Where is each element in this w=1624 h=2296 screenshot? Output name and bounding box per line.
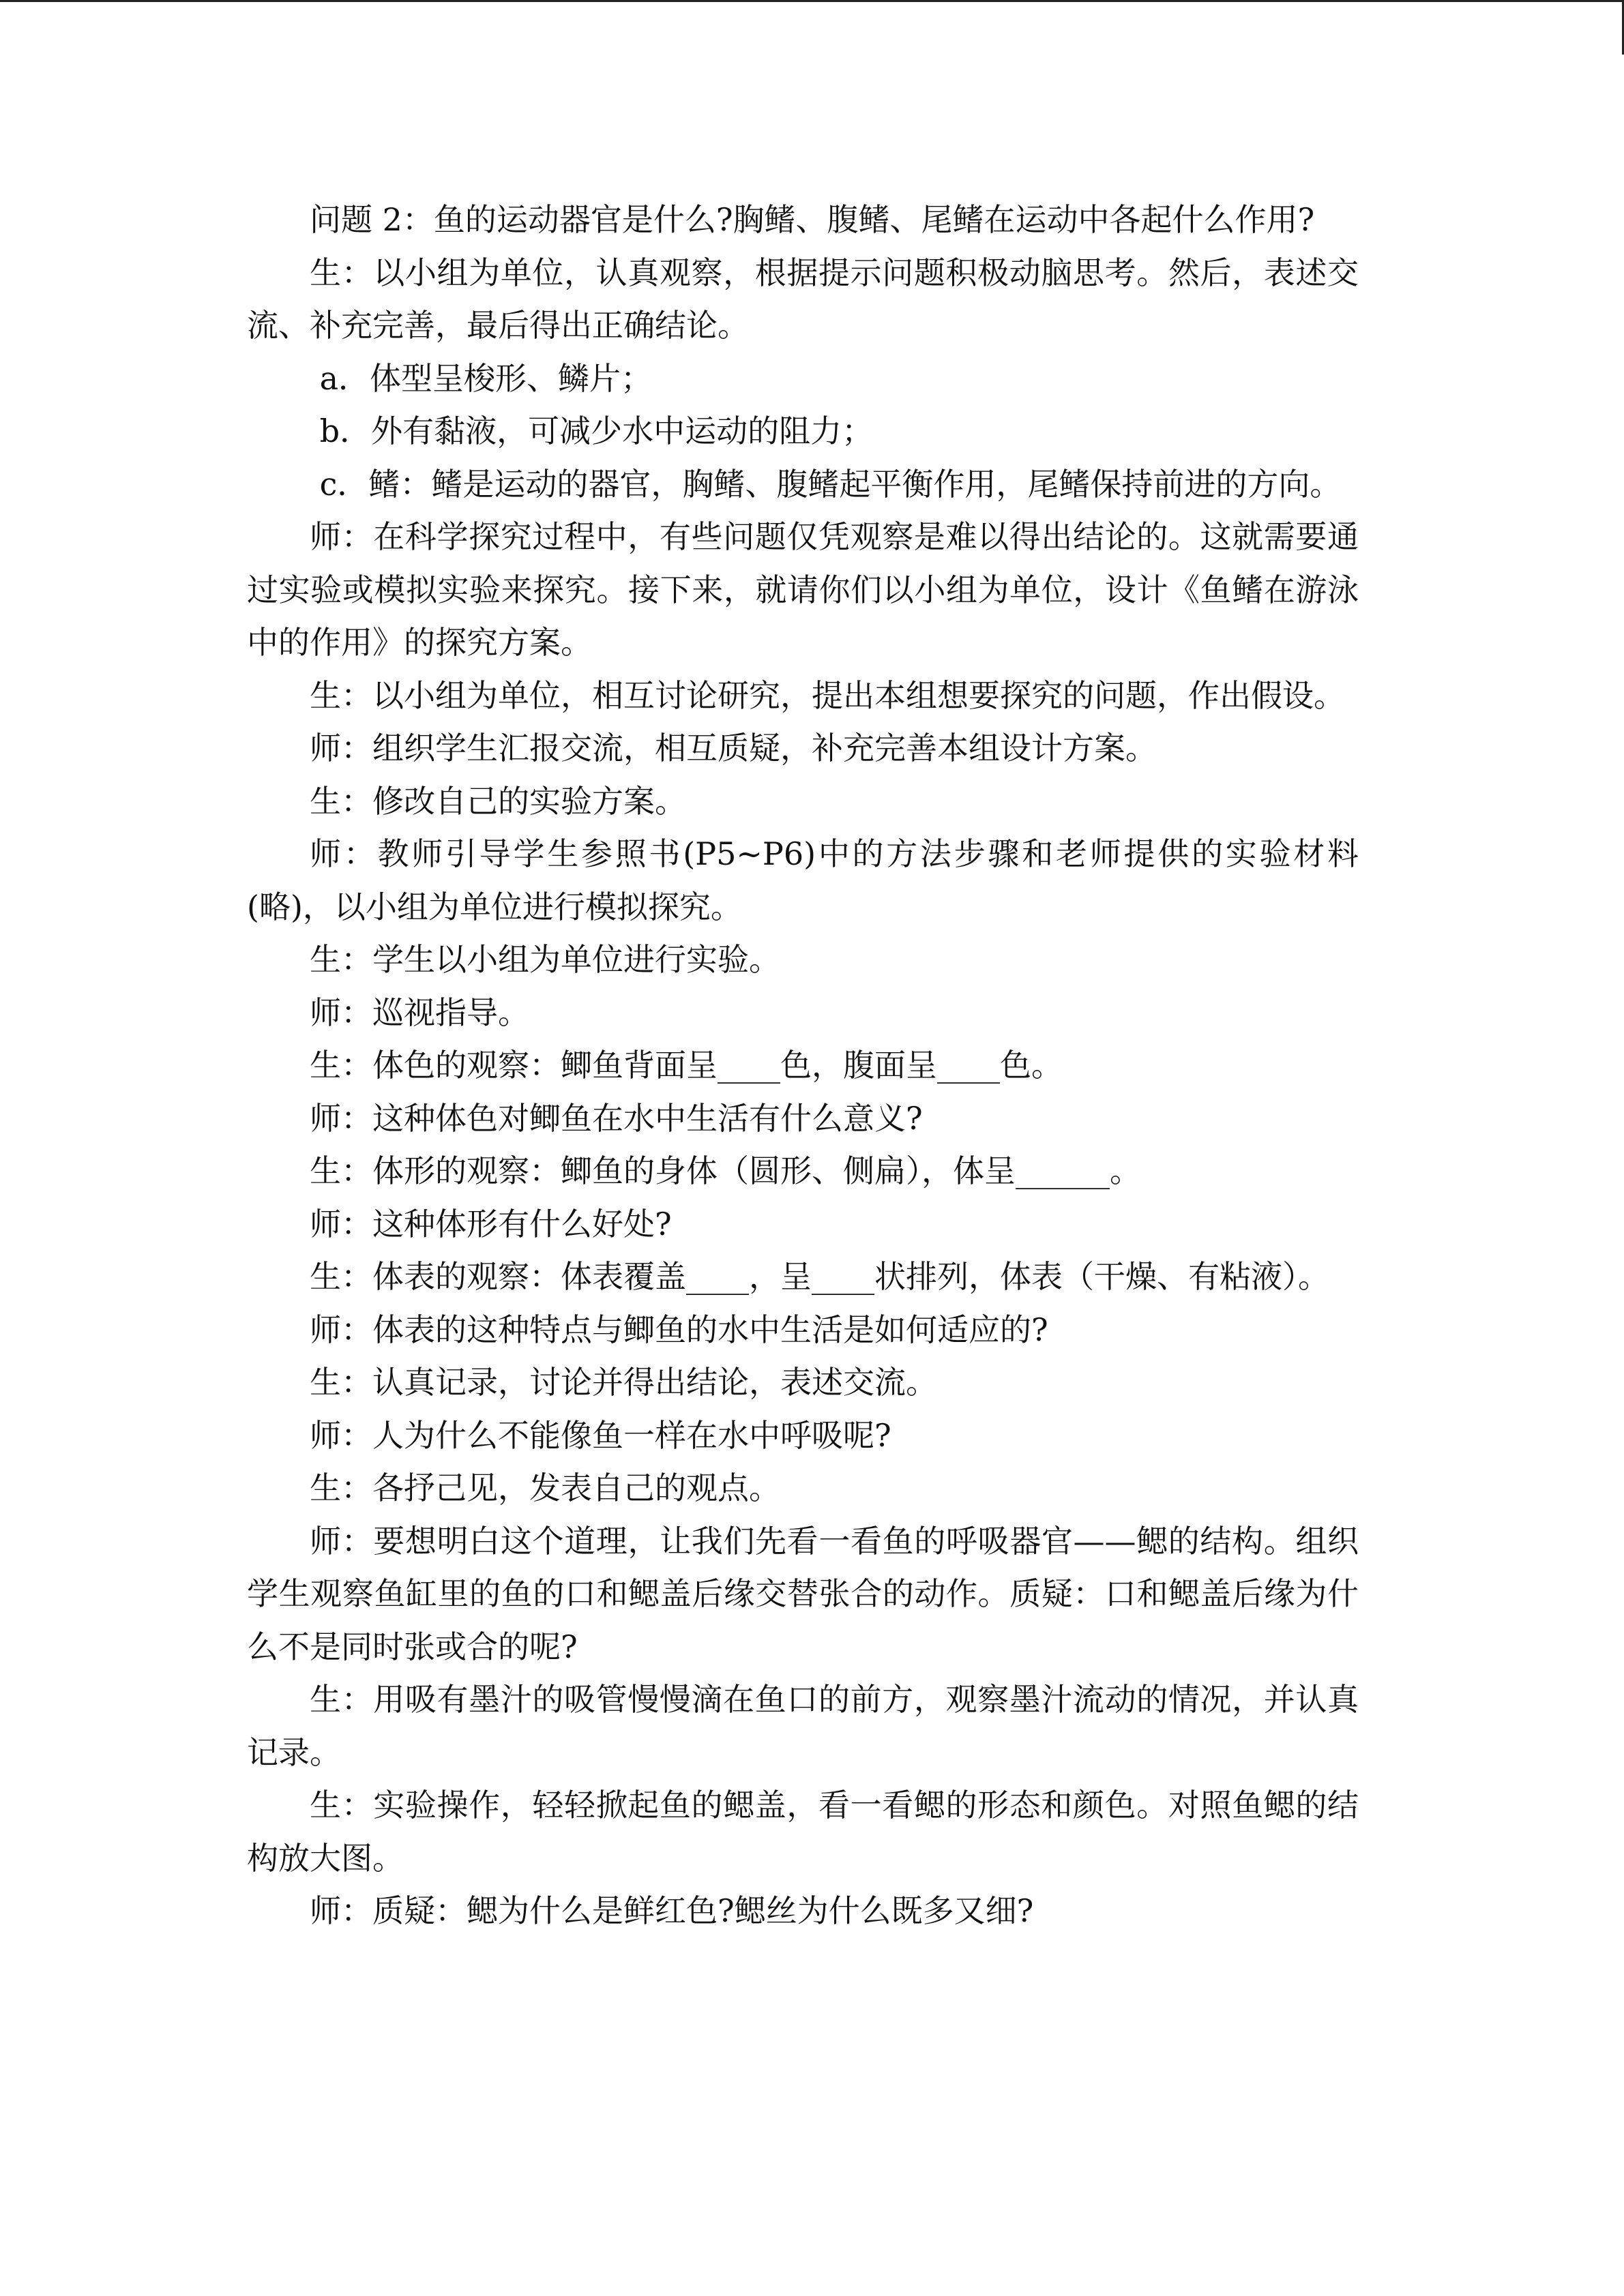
paragraph: 生：以小组为单位，认真观察，根据提示问题积极动脑思考。然后，表述交流、补充完善，最后得出正确结论。 — [247, 254, 1359, 344]
paragraph: 生：学生以小组为单位进行实验。 — [310, 941, 780, 978]
paragraph: 师：组织学生汇报交流，相互质疑，补充完善本组设计方案。 — [310, 730, 1157, 766]
paragraph: 师：教师引导学生参照书(P5~P6)中的方法步骤和老师提供的实验材料(略)，以小组为单位进行模拟探究。 — [247, 835, 1359, 925]
document-body — [247, 194, 1359, 1938]
paragraph: 生：各抒己见，发表自己的观点。 — [310, 1470, 780, 1506]
paragraph: 生：用吸有墨汁的吸管慢慢滴在鱼口的前方，观察墨汁流动的情况，并认真记录。 — [247, 1681, 1359, 1771]
list-item-b: b．外有黏液，可减少水中运动的阻力； — [310, 413, 874, 449]
paragraph: 生：实验操作，轻轻掀起鱼的鳃盖，看一看鳃的形态和颜色。对照鱼鳃的结构放大图。 — [247, 1787, 1359, 1877]
list-item-a: a．体型呈梭形、鳞片； — [310, 359, 653, 397]
paragraph: 生：以小组为单位，相互讨论研究，提出本组想要探究的问题，作出假设。 — [310, 676, 1345, 714]
list-item-c: c．鳍：鳍是运动的器官，胸鳍、腹鳍起平衡作用，尾鳍保持前进的方向。 — [310, 465, 1342, 503]
top-border-line — [0, 0, 1624, 2]
paragraph: 师：体表的这种特点与鲫鱼的水中生活是如何适应的? — [310, 1311, 1048, 1348]
paragraph: 生：认真记录，讨论并得出结论，表述交流。 — [310, 1364, 937, 1401]
paragraph-question-2: 问题 2：鱼的运动器官是什么?胸鳍、腹鳍、尾鳍在运动中各起什么作用? — [310, 201, 1315, 238]
paragraph-fill-blank: 生：体形的观察：鲫鱼的身体（圆形、侧扁），体呈______。 — [310, 1152, 1141, 1189]
paragraph: 师：这种体形有什么好处? — [310, 1205, 672, 1242]
paragraph: 师：人为什么不能像鱼一样在水中呼吸呢? — [310, 1416, 891, 1454]
paragraph: 师：要想明白这个道理，让我们先看一看鱼的呼吸器官——鳃的结构。组织学生观察鱼缸里的鱼的口和鳃盖后缘交替张合的动作。质疑：口和鳃盖后缘为什么不是同时张或合的呢? — [247, 1522, 1359, 1665]
paragraph: 师：巡视指导。 — [310, 994, 529, 1031]
paragraph-fill-blank: 生：体色的观察：鲫鱼背面呈____色，腹面呈____色。 — [310, 1047, 1063, 1084]
paragraph: 生：修改自己的实验方案。 — [310, 782, 686, 820]
paragraph: 师：这种体色对鲫鱼在水中生活有什么意义? — [310, 1099, 923, 1137]
paragraph: 师：质疑：鳃为什么是鲜红色?鳃丝为什么既多又细? — [310, 1892, 1034, 1929]
paragraph: 师：在科学探究过程中，有些问题仅凭观察是难以得出结论的。这就需要通过实验或模拟实验来探究。接下来，就请你们以小组为单位，设计《鱼鳍在游泳中的作用》的探究方案。 — [247, 518, 1359, 661]
paragraph-fill-blank: 生：体表的观察：体表覆盖____，呈____状排列，体表（干燥、有粘液）。 — [310, 1258, 1329, 1295]
